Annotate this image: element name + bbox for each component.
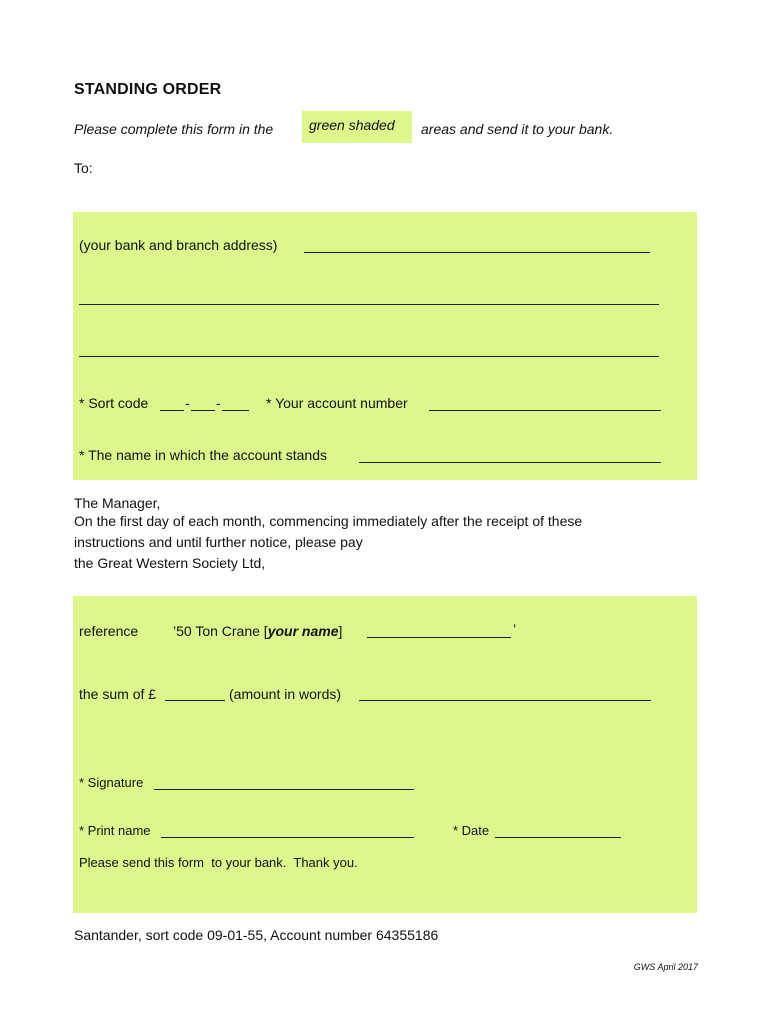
instruction-line-2: On the first day of each month, commencing immediately after the receipt of these <box>74 513 583 529</box>
account-number-label: * Your account number <box>266 395 408 411</box>
sum-amount-field[interactable] <box>165 700 225 701</box>
bank-details-panel <box>73 212 697 480</box>
payment-details-panel <box>73 596 697 913</box>
form-title: STANDING ORDER <box>74 81 222 98</box>
instruction-line-4: the Great Western Society Ltd, <box>74 555 266 571</box>
sort-code-sep-2: - <box>216 395 221 411</box>
green-shaded-badge <box>302 111 412 143</box>
bank-address-label: (your bank and branch address) <box>79 237 278 253</box>
reference-name-field[interactable] <box>367 637 511 638</box>
instruction-line-1: The Manager, <box>74 495 161 511</box>
reference-label: reference <box>79 623 139 639</box>
signature-label: * Signature <box>79 775 144 790</box>
sort-code-field-1[interactable] <box>160 410 184 411</box>
reference-close-quote: ’ <box>513 621 517 637</box>
signature-field[interactable] <box>154 789 414 790</box>
reference-your-name: your name <box>267 623 339 639</box>
sort-code-field-3[interactable] <box>222 410 249 411</box>
intro-text-after: areas and send it to your bank. <box>421 121 614 137</box>
bank-address-line-2[interactable] <box>79 304 659 305</box>
sort-code-field-2[interactable] <box>191 410 215 411</box>
reference-suffix: ] <box>338 623 343 639</box>
sum-label: the sum of £ <box>79 686 157 702</box>
bank-address-line-1[interactable] <box>304 252 650 253</box>
to-label: To: <box>74 160 93 176</box>
account-number-field[interactable] <box>429 410 661 411</box>
date-field[interactable] <box>495 837 621 838</box>
sort-code-label: * Sort code <box>79 395 149 411</box>
send-note: Please send this form to your bank. Thank you. <box>79 855 358 870</box>
bank-details-footer: Santander, sort code 09-01-55, Account number 64355186 <box>74 927 439 943</box>
document-stamp: GWS April 2017 <box>633 962 698 972</box>
print-name-label: * Print name <box>79 823 151 838</box>
reference-value <box>173 623 342 639</box>
intro-text-before: Please complete this form in the <box>74 121 274 137</box>
green-shaded-badge-label: green shaded <box>309 117 395 133</box>
bank-address-line-3[interactable] <box>79 356 659 357</box>
reference-prefix: ’50 Ton Crane [ <box>173 623 268 639</box>
date-label: * Date <box>453 823 490 838</box>
account-name-label: * The name in which the account stands <box>79 447 328 463</box>
account-name-field[interactable] <box>359 462 661 463</box>
sort-code-sep-1: - <box>185 395 190 411</box>
amount-in-words-field[interactable] <box>359 700 651 701</box>
instruction-line-3: instructions and until further notice, please pay <box>74 534 363 550</box>
print-name-field[interactable] <box>161 837 414 838</box>
amount-in-words-label: (amount in words) <box>229 686 342 702</box>
